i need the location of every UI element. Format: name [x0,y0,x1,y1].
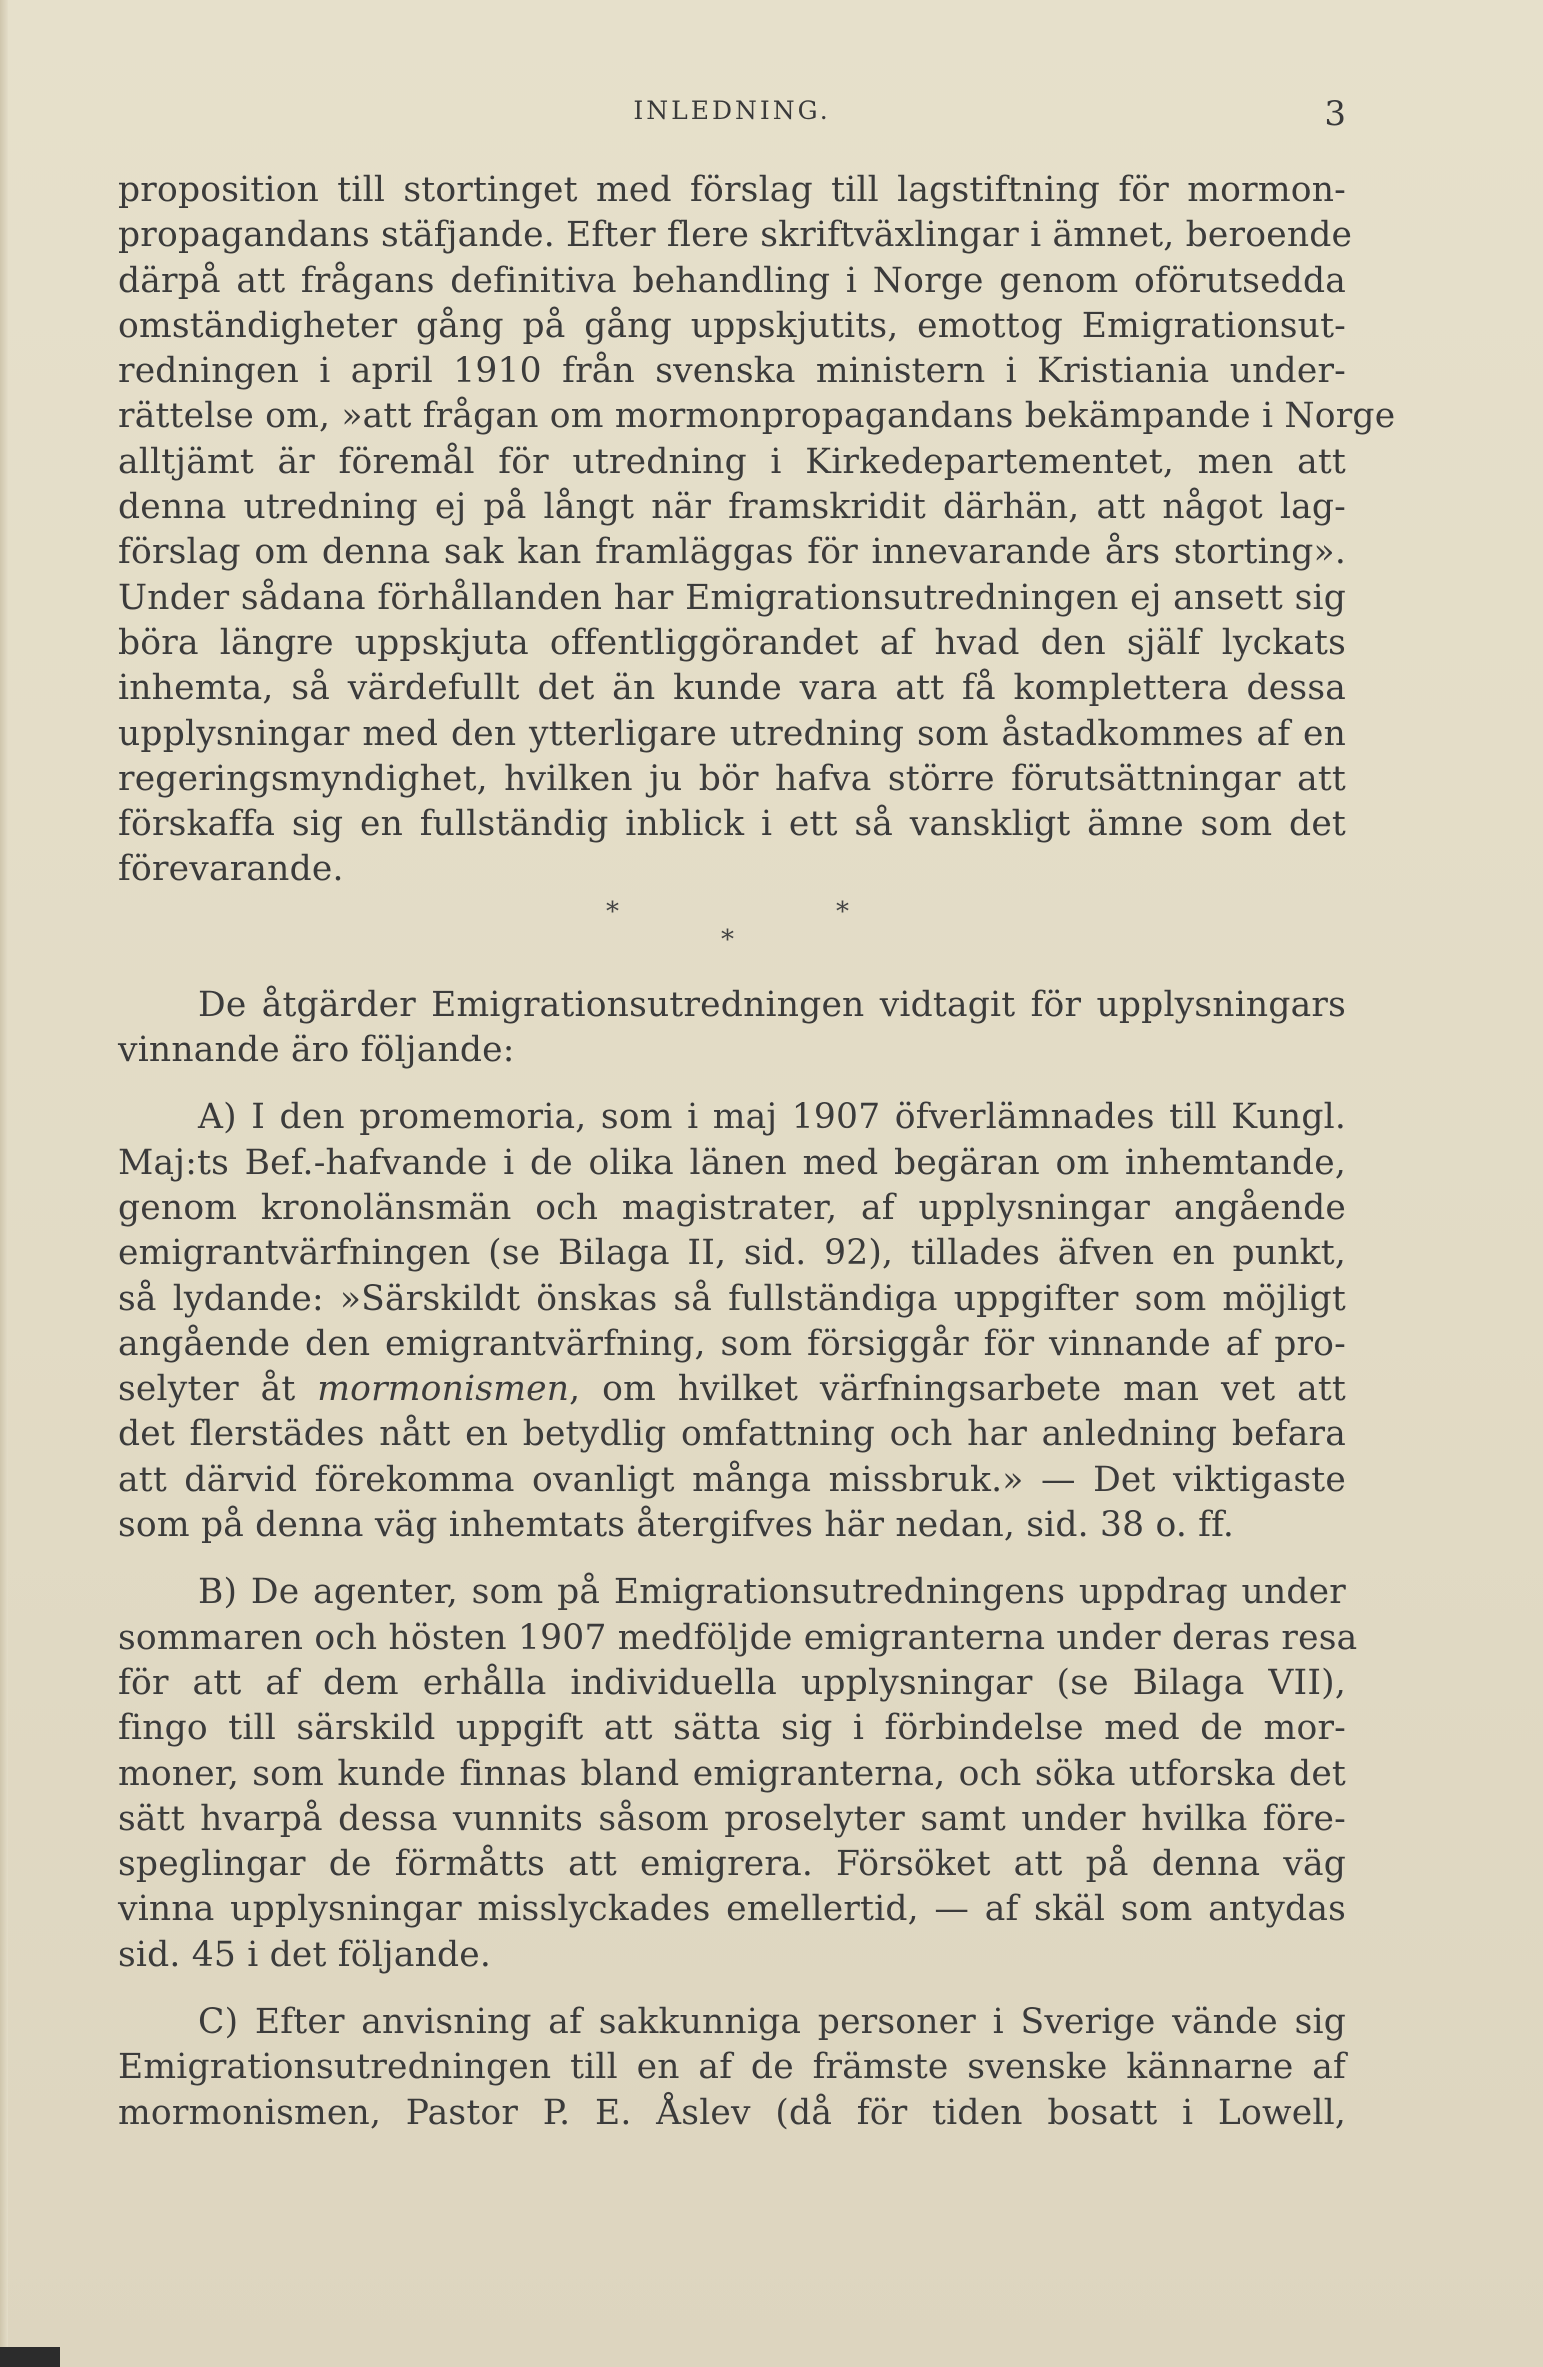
text-line: upplysningar med den ytterligare utredning som åstadkommes af en [118,713,1346,754]
text-line: vinnande äro följande: [118,1030,515,1071]
paragraph-2 [118,983,1346,1074]
text-line: angående den emigrantvärfning, som försiggår för vinnande af pro- [118,1323,1346,1364]
text-line: emigrantvärfningen (se Bilaga II, sid. 92), tillades äfven en punkt, [118,1233,1346,1274]
text-line: denna utredning ej på långt när framskridit därhän, att något lag- [118,487,1346,528]
text-line: Emigrationsutredningen till en af de främste svenske kännarne af [118,2047,1346,2088]
text-run: selyter åt [118,1369,318,1410]
text-line: omständigheter gång på gång uppskjutits, emottog Emigrationsut- [118,305,1346,346]
text-line: speglingar de förmåtts att emigrera. Försöket att på denna väg [118,1844,1346,1885]
text-line: alltjämt är föremål för utredning i Kirkedepartementet, men att [118,441,1346,482]
text-line: förslag om denna sak kan framläggas för innevarande års storting». [118,532,1346,573]
text-run: , om hvilket värfningsarbete man vet att [569,1369,1346,1410]
paragraph-c [118,2000,1346,2136]
italic-term: mormonismen [317,1369,570,1410]
text-line: genom kronolänsmän och magistrater, af upplysningar angående [118,1187,1346,1228]
text-line: sommaren och hösten 1907 medföljde emigranterna under deras resa [118,1617,1358,1658]
text-line: för att af dem erhålla individuella upplysningar (se Bilaga VII), [118,1662,1346,1703]
text-line: moner, som kunde finnas bland emigranterna, och söka utforska det [118,1753,1346,1794]
text-line: sid. 45 i det följande. [118,1934,492,1975]
section-break-ornament [118,893,1346,983]
text-line: böra längre uppskjuta offentliggörandet af hvad den själf lyckats [118,622,1346,663]
text-line: Maj:ts Bef.-hafvande i de olika länen med begäran om inhemtande, [118,1142,1346,1183]
text-line: De åtgärder Emigrationsutredningen vidtagit för upplysningars [198,984,1346,1025]
text-line: sätt hvarpå dessa vunnits såsom proselyter samt under hvilka före- [118,1798,1346,1839]
text-line: vinna upplysningar misslyckades emellertid, — af skäl som antydas [118,1889,1346,1930]
text-line: regeringsmyndighet, hvilken ju bör hafva större förutsättningar att [118,758,1346,799]
text-line: redningen i april 1910 från svenska ministern i Kristiania under- [118,351,1346,392]
running-title: INLEDNING. [633,96,831,125]
text-line: inhemta, så värdefullt det än kunde vara att få komplettera dessa [118,668,1346,709]
paragraph-gap [118,1978,1346,2000]
text-line: att därvid förekomma ovanligt många missbruk.» — Det viktigaste [118,1459,1346,1500]
asterisk-ornament: * [606,896,619,927]
text-line: så lydande: »Särskildt önskas så fullständiga uppgifter som möjligt [118,1278,1346,1319]
text-line: det flerstädes nått en betydlig omfattning och har anledning befara [118,1414,1346,1455]
text-line: förskaffa sig en fullständig inblick i ett så vanskligt ämne som det [118,804,1346,845]
text-line: mormonismen, Pastor P. E. Åslev (då för tiden bosatt i Lowell, [118,2092,1346,2133]
asterisk-ornament: * [836,896,849,927]
text-block [118,168,1396,2136]
running-head [118,96,1346,136]
paragraph-gap [118,1548,1346,1570]
text-line: som på denna väg inhemtats återgifves här nedan, sid. 38 o. ff. [118,1505,1235,1546]
text-line: fingo till särskild uppgift att sätta sig i förbindelse med de mor- [118,1708,1346,1749]
asterisk-ornament: * [721,924,734,955]
paragraph-a [118,1095,1346,1548]
text-line: propagandans stäfjande. Efter flere skriftväxlingar i ämnet, beroende [118,215,1353,256]
paragraph-gap [118,1073,1346,1095]
text-line: förevarande. [118,849,344,890]
text-line: Under sådana förhållanden har Emigrationsutredningen ej ansett sig [118,577,1346,618]
text-line-with-italic [118,1367,1346,1412]
text-line: A) I den promemoria, som i maj 1907 öfverlämnades till Kungl. [198,1097,1346,1138]
paragraph-b [118,1570,1358,1978]
text-line: därpå att frågans definitiva behandling i Norge genom oförutsedda [118,260,1346,301]
text-line: proposition till stortinget med förslag till lagstiftning för mormon- [118,170,1346,210]
page-corner-shadow [0,2347,60,2367]
paragraph-1 [118,168,1396,893]
text-line: B) De agenter, som på Emigrationsutredningens uppdrag under [198,1572,1346,1613]
page-edge-shadow [0,0,8,2367]
text-line: C) Efter anvisning af sakkunniga personer i Sverige vände sig [198,2001,1346,2042]
page-number: 3 [1324,94,1346,134]
text-line: rättelse om, »att frågan om mormonpropagandans bekämpande i Norge [118,396,1396,437]
